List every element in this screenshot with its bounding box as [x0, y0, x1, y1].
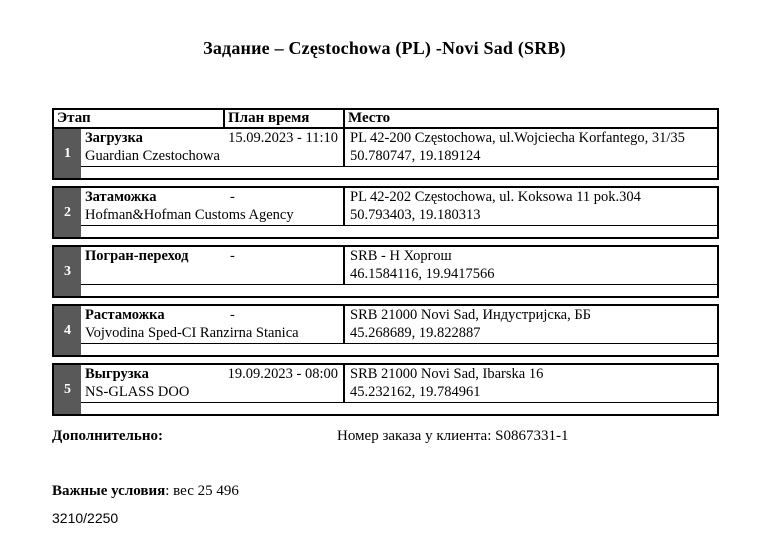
stage-name: Выгрузка — [85, 366, 149, 382]
stage-block-4 — [52, 304, 719, 357]
place-cell — [343, 306, 717, 343]
place-address: SRB 21000 Novi Sad, Индустријска, ББ — [350, 307, 591, 323]
task-table — [52, 108, 719, 416]
plan-time: - — [230, 307, 235, 323]
place-address: SRB 21000 Novi Sad, Ibarska 16 — [350, 366, 544, 382]
stage-block-3 — [52, 245, 719, 298]
header-cell-plan: План время — [223, 110, 343, 127]
page-title: Задание – Częstochowa (PL) -Novi Sad (SRB) — [203, 38, 566, 58]
stage-number: 3 — [54, 247, 81, 296]
client-order-number: Номер заказа у клиента: S0867331-1 — [337, 428, 569, 444]
place-coords: 50.793403, 19.180313 — [350, 207, 481, 223]
stage-name: Загрузка — [85, 130, 143, 146]
place-coords: 45.268689, 19.822887 — [350, 325, 481, 341]
header-cell-place: Место — [343, 110, 717, 127]
stage-cell — [81, 247, 343, 284]
stage-cell — [81, 188, 343, 225]
stage-block-5 — [52, 363, 719, 416]
company-name: Hofman&Hofman Customs Agency — [85, 207, 294, 223]
conditions-label: Важные условия — [52, 483, 166, 499]
stage-name: Погран-переход — [85, 248, 189, 264]
company-name: Guardian Czestochowa — [85, 148, 220, 164]
header-cell-stage: Этап — [57, 110, 91, 126]
plan-time: - — [230, 248, 235, 264]
place-address: PL 42-200 Częstochowa, ul.Wojciecha Korfantego, 31/35 — [350, 130, 685, 146]
plan-time: - — [230, 189, 235, 205]
plan-time: 15.09.2023 - 11:10 — [228, 130, 338, 146]
stage-cell — [81, 365, 343, 402]
additional-label: Дополнительно: — [52, 428, 163, 444]
stage-number: 2 — [54, 188, 81, 237]
page-dimensions: 3210/2250 — [52, 510, 119, 526]
stage-number: 4 — [54, 306, 81, 355]
conditions-row — [52, 483, 239, 500]
stage-name: Затаможка — [85, 189, 157, 205]
conditions-value: : вес 25 496 — [165, 483, 239, 499]
company-name: NS-GLASS DOO — [85, 384, 190, 400]
place-coords: 46.1584116, 19.9417566 — [350, 266, 495, 282]
place-address: SRB - Н Хоргош — [350, 248, 452, 264]
stage-block-1 — [52, 127, 719, 180]
stage-cell — [81, 306, 343, 343]
place-cell — [343, 365, 717, 402]
stage-number: 1 — [54, 129, 81, 178]
stage-block-2 — [52, 186, 719, 239]
plan-time: 19.09.2023 - 08:00 — [227, 366, 338, 382]
additional-row — [52, 428, 712, 445]
place-cell — [343, 247, 717, 284]
company-name: Vojvodina Sped-CI Ranzirna Stanica — [85, 325, 299, 341]
place-address: PL 42-202 Częstochowa, ul. Koksowa 11 pok.304 — [350, 189, 641, 205]
place-coords: 45.232162, 19.784961 — [350, 384, 481, 400]
stage-number: 5 — [54, 365, 81, 414]
place-coords: 50.780747, 19.189124 — [350, 148, 481, 164]
place-cell — [343, 129, 717, 166]
stage-name: Растаможка — [85, 307, 165, 323]
table-header-row — [52, 108, 719, 129]
stage-cell — [81, 129, 343, 166]
place-cell — [343, 188, 717, 225]
